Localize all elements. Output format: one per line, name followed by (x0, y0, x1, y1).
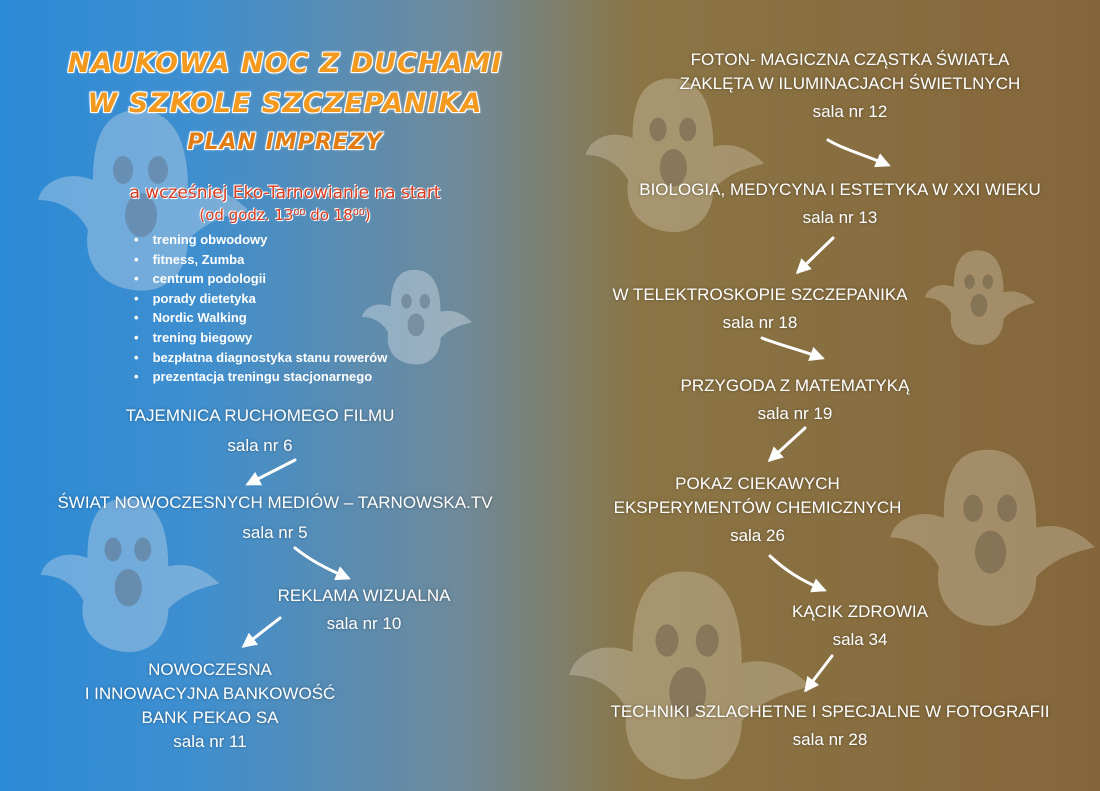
arrow-icon (770, 428, 805, 460)
event-room: sala nr 5 (242, 523, 308, 542)
poster-subtitle: PLAN IMPREZY (187, 130, 383, 155)
event-name-line1: NOWOCZESNA (148, 660, 272, 679)
arrow-icon (798, 238, 833, 272)
event-name-line2: EKSPERYMENTÓW CHEMICZNYCH (613, 498, 902, 517)
list-item: • Nordic Walking (134, 308, 387, 328)
event-name: KĄCIK ZDROWIA (791, 602, 928, 621)
event-name: PRZYGODA Z MATEMATYKĄ (680, 376, 910, 395)
poster-title-line1: NAUKOWA NOC Z DUCHAMI (67, 48, 503, 79)
event-room: sala 34 (832, 630, 888, 649)
event-name: REKLAMA WIZUALNA (277, 586, 451, 605)
event-name-line3: BANK PEKAO SA (141, 708, 279, 727)
event-name: TAJEMNICA RUCHOMEGO FILMU (125, 406, 395, 425)
event-room: sala nr 11 (173, 732, 247, 751)
event-room: sala nr 19 (757, 404, 833, 423)
event-room: sala nr 28 (792, 730, 868, 749)
poster-title-line2: W SZKOLE SZCZEPANIKA (87, 88, 483, 119)
arrow-icon (770, 556, 824, 590)
event-room: sala nr 12 (812, 102, 888, 121)
event-name: TECHNIKI SZLACHETNE I SPECJALNE W FOTOGRAFII (610, 702, 1050, 721)
arrow-icon (828, 140, 888, 165)
event-name: ŚWIAT NOWOCZESNYCH MEDIÓW – TARNOWSKA.TV (57, 493, 493, 512)
event-name-line2: ZAKLĘTA W ILUMINACJACH ŚWIETLNYCH (679, 74, 1021, 93)
event-room: sala nr 13 (802, 208, 878, 227)
event-name-line1: POKAZ CIEKAWYCH (675, 474, 840, 493)
list-item: • trening obwodowy (134, 230, 387, 250)
event-room: sala nr 10 (326, 614, 402, 633)
list-item: • centrum podologii (134, 269, 387, 289)
arrow-icon (295, 548, 348, 578)
event-name-line2: I INNOWACYJNA BANKOWOŚĆ (84, 684, 336, 703)
arrow-icon (762, 338, 822, 358)
event-room: sala 26 (730, 526, 785, 545)
event-name: W TELEKTROSKOPIE SZCZEPANIKA (612, 285, 908, 304)
arrow-icon (806, 656, 832, 690)
arrow-icon (248, 460, 295, 484)
list-item: • fitness, Zumba (134, 250, 387, 270)
event-room: sala nr 18 (722, 313, 798, 332)
arrow-icon (244, 618, 280, 646)
event-room: sala nr 6 (227, 436, 293, 455)
list-item: • bezpłatna diagnostyka stanu rowerów (134, 348, 387, 368)
list-item: • porady dietetyka (134, 289, 387, 309)
list-item: • prezentacja treningu stacjonarnego (134, 367, 387, 387)
event-name: BIOLOGIA, MEDYCYNA I ESTETYKA W XXI WIEKU (639, 180, 1041, 199)
eko-time: (od godz. 13⁰⁰ do 18⁰⁰) (199, 206, 371, 224)
eko-heading: a wcześniej Eko-Tarnowianie na start (129, 183, 441, 203)
event-name-line1: FOTON- MAGICZNA CZĄSTKA ŚWIATŁA (690, 50, 1010, 69)
list-item: • trening biegowy (134, 328, 387, 348)
